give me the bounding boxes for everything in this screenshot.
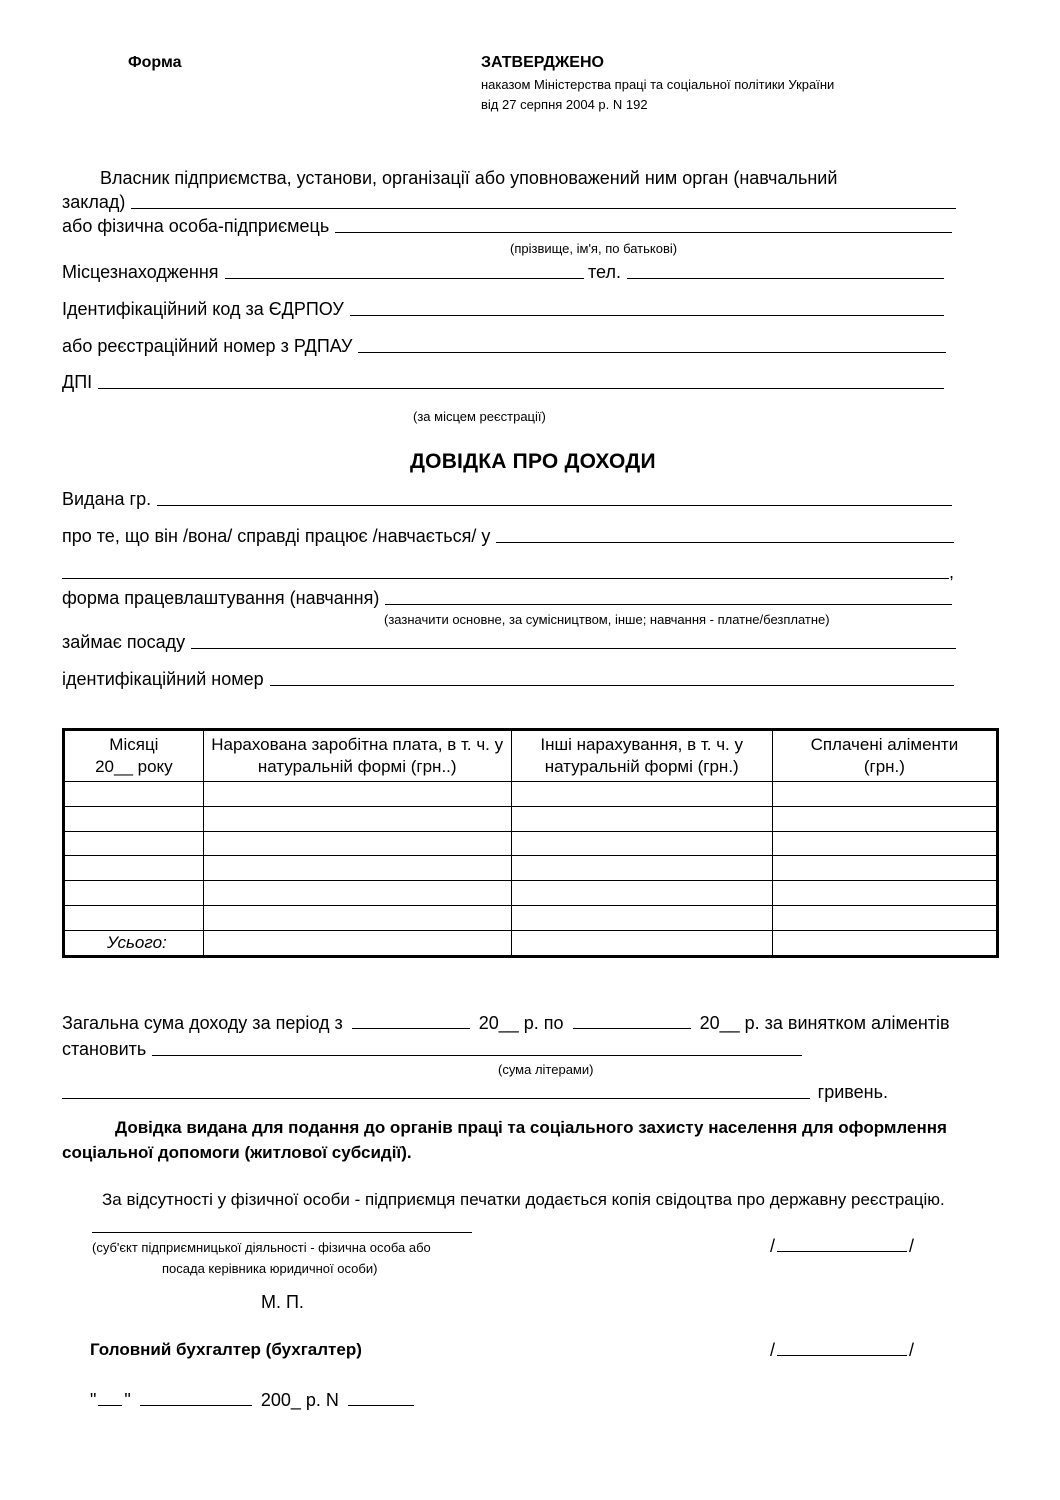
rdpau-label: або реєстраційний номер з РДПАУ — [62, 336, 353, 356]
period-from-field[interactable] — [352, 1027, 470, 1029]
header-alimony: Сплачені аліменти (грн.) — [772, 730, 997, 782]
registration-hint: (за місцем реєстрації) — [413, 409, 546, 424]
table-cell[interactable] — [511, 881, 772, 906]
approved-label: ЗАТВЕРДЖЕНО — [481, 54, 604, 71]
owner-row-3 — [62, 216, 952, 237]
id-row — [62, 669, 954, 690]
entrepreneur-field-line[interactable] — [335, 231, 952, 233]
position-label: займає посаду — [62, 632, 186, 652]
table-cell[interactable] — [772, 782, 997, 807]
table-cell[interactable] — [511, 831, 772, 856]
employment-label: форма працевлаштування (навчання) — [62, 588, 380, 608]
currency-row — [62, 1082, 888, 1103]
amounts-label: становить — [62, 1039, 147, 1059]
signature-name-line-1[interactable] — [777, 1250, 907, 1252]
day-field[interactable] — [98, 1404, 122, 1406]
location-row — [62, 262, 584, 283]
table-cell[interactable] — [64, 856, 204, 881]
issued-row — [62, 489, 952, 510]
table-cell[interactable] — [772, 856, 997, 881]
table-cell[interactable] — [511, 806, 772, 831]
signature-name-line-2[interactable] — [777, 1354, 907, 1356]
dpi-field-line[interactable] — [98, 387, 944, 389]
signature-name-field-2: / / — [770, 1340, 915, 1360]
table-row — [64, 782, 998, 807]
table-cell[interactable] — [203, 782, 511, 807]
name-hint: (прізвище, ім'я, по батькові) — [510, 241, 678, 256]
phone-field-line[interactable] — [627, 277, 944, 279]
position-field-line[interactable] — [191, 647, 956, 649]
edrpou-label: Ідентифікаційний код за ЄДРПОУ — [62, 299, 344, 319]
entity-hint-1: (суб'єкт підприємницької діяльності - фізична особа або — [92, 1240, 431, 1255]
employment-field-line[interactable] — [385, 603, 952, 605]
table-cell[interactable] — [203, 905, 511, 930]
rdpau-field-line[interactable] — [358, 351, 946, 353]
header-salary: Нарахована заробітна плата, в т. ч. у натуральній формі (грн..) — [203, 730, 511, 782]
month-field[interactable] — [140, 1404, 252, 1406]
table-cell[interactable] — [64, 831, 204, 856]
table-cell[interactable] — [511, 930, 772, 956]
table-cell[interactable] — [772, 930, 997, 956]
header-months: Місяці 20__ року — [64, 730, 204, 782]
table-cell[interactable] — [772, 881, 997, 906]
period-to-field[interactable] — [573, 1027, 691, 1029]
works-field-line-2[interactable] — [62, 577, 949, 579]
table-cell[interactable] — [64, 782, 204, 807]
amounts-row — [62, 1039, 802, 1060]
edrpou-field-line[interactable] — [350, 314, 944, 316]
table-row — [64, 905, 998, 930]
table-cell[interactable] — [64, 905, 204, 930]
table-cell[interactable] — [772, 905, 997, 930]
income-table — [62, 728, 999, 958]
position-row — [62, 632, 956, 653]
table-cell[interactable] — [511, 782, 772, 807]
dpi-label: ДПІ — [62, 372, 93, 392]
table-row — [64, 856, 998, 881]
owner-line-1: Власник підприємства, установи, організації або уповноважений ним орган (навчальний — [100, 168, 838, 188]
header-other: Інші нарахування, в т. ч. у натуральній формі (грн.) — [511, 730, 772, 782]
issued-label: Видана гр. — [62, 489, 152, 509]
table-total-row — [64, 930, 998, 956]
table-cell[interactable] — [203, 881, 511, 906]
dpi-row — [62, 372, 944, 393]
date-number-row: " " 200_ р. N — [90, 1390, 418, 1411]
owner-row-2 — [62, 192, 956, 213]
table-header-row — [64, 730, 998, 782]
note-regular: За відсутності у фізичної особи - підприємця печатки додається копія свідоцтва про державну реєстрацію. — [102, 1190, 945, 1209]
order-line: наказом Міністерства праці та соціальної політики України — [481, 77, 835, 92]
table-row — [64, 881, 998, 906]
table-cell[interactable] — [511, 856, 772, 881]
table-cell[interactable] — [64, 806, 204, 831]
period-year2: 20__ р. за винятком аліментів — [699, 1013, 950, 1033]
id-field-line[interactable] — [270, 684, 954, 686]
note-bold-line-2: соціальної допомоги (житлової субсидії). — [62, 1143, 412, 1162]
rdpau-row — [62, 336, 946, 357]
table-cell[interactable] — [203, 831, 511, 856]
signature-name-field-1: / / — [770, 1236, 915, 1256]
note-bold-line-1: Довідка видана для подання до органів праці та соціального захисту населення для оформлення — [115, 1118, 947, 1137]
date-year: 200_ р. N — [260, 1390, 339, 1410]
table-cell[interactable] — [772, 806, 997, 831]
entity-signature-line[interactable] — [92, 1232, 472, 1233]
table-cell[interactable] — [203, 930, 511, 956]
table-cell[interactable] — [511, 905, 772, 930]
chief-accountant-label: Головний бухгалтер (бухгалтер) — [90, 1340, 362, 1359]
amounts-field-line[interactable] — [152, 1054, 802, 1056]
owner-field-line[interactable] — [131, 207, 956, 209]
employment-hint: (зазначити основне, за сумісництвом, інше; навчання - платне/безплатне) — [384, 612, 830, 627]
owner-line-2: заклад) — [62, 192, 126, 212]
works-label: про те, що він /вона/ справді працює /навчається/ у — [62, 526, 491, 546]
table-cell[interactable] — [203, 856, 511, 881]
id-label: ідентифікаційний номер — [62, 669, 264, 689]
total-label: Усього: — [64, 930, 204, 956]
employment-row — [62, 588, 952, 609]
table-cell[interactable] — [772, 831, 997, 856]
date-line: від 27 серпня 2004 р. N 192 — [481, 97, 648, 112]
table-row — [64, 806, 998, 831]
owner-line-3: або фізична особа-підприємець — [62, 216, 330, 236]
document-title: ДОВІДКА ПРО ДОХОДИ — [410, 450, 656, 473]
stamp-label: М. П. — [261, 1292, 304, 1312]
currency-label: гривень. — [817, 1082, 888, 1102]
phone-row — [588, 262, 944, 283]
works-row — [62, 526, 954, 547]
entity-hint-2: посада керівника юридичної особи) — [162, 1261, 378, 1276]
location-label: Місцезнаходження — [62, 262, 219, 282]
summary-row — [62, 1013, 950, 1034]
works-row-2 — [62, 562, 954, 583]
in-words-hint: (сума літерами) — [498, 1062, 594, 1077]
phone-label: тел. — [588, 262, 621, 282]
form-label: Форма — [128, 54, 182, 71]
amount-words-field-line[interactable] — [62, 1097, 810, 1099]
edrpou-row — [62, 299, 944, 320]
table-cell[interactable] — [203, 806, 511, 831]
comma: , — [948, 562, 954, 582]
issued-field-line[interactable] — [157, 504, 952, 506]
works-field-line[interactable] — [496, 541, 954, 543]
table-cell[interactable] — [64, 881, 204, 906]
period-year1: 20__ р. по — [478, 1013, 564, 1033]
number-field[interactable] — [348, 1404, 414, 1406]
table-row — [64, 831, 998, 856]
location-field-line[interactable] — [225, 277, 584, 279]
period-prefix: Загальна сума доходу за період з — [62, 1013, 343, 1033]
